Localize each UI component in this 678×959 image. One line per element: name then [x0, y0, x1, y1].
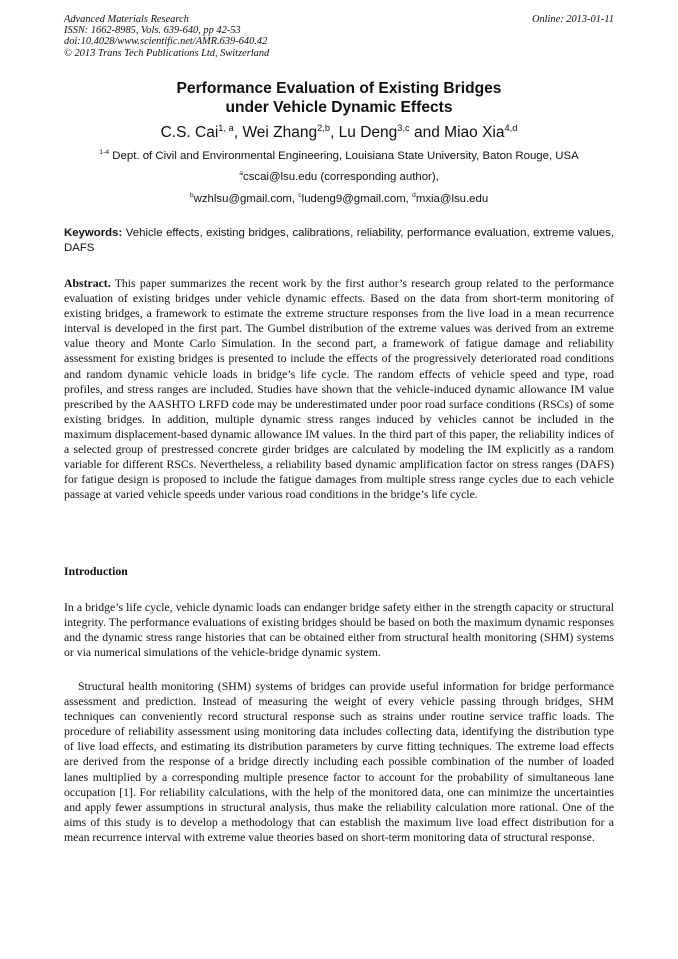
email-d[interactable]: mxia@lsu.edu — [415, 193, 489, 205]
author-affiliation-mark: 4,d — [504, 122, 518, 133]
email-corresponding[interactable]: cscai@lsu.edu (corresponding author), — [243, 171, 439, 183]
author-separator: , — [233, 124, 243, 141]
abstract-block — [64, 276, 614, 502]
section-heading-introduction: Introduction — [64, 565, 128, 578]
paper-title — [64, 80, 614, 117]
abstract-text: This paper summarizes the recent work by the first author’s research group related to the performance evaluation of existing bridges under vehicle dynamic effects. Based on the data from short-term monitoring of existing bridges, a framework to estimate the extreme structure responses from the live load in a mean recurrence interval is developed in the first part. The Gumbel distribution of the extreme values was derived from an extreme value theory and Monte Carlo Simulation. In the second part, a framework of fatigue damage and reliability assessment for existing bridges is presented to include the effects of the progressively deteriorated road conditions and random dynamic vehicle loads in bridge’s life cycle. The random effects of vehicle speed and type, road profiles, and stress ranges are included. Studies have shown that the vehicle-induced dynamic allowance IM value prescribed by the AASHTO LRFD code may be underestimated under poor road surface conditions (RSCs) of some existing bridges. In addition, multiple dynamic stress ranges induced by vehicles cannot be included in the maximum displacement-based dynamic allowance IM values. In the third part of this paper, the reliability indices of a selected group of prestressed concrete girder bridges are calculated by modeling the IM explicitly as a random variable for different RSCs. Nevertheless, a reliability based dynamic amplification factor on stress ranges (DAFS) for fatigue design is proposed to include the fatigue damages from multiple stress range cycles due to each vehicle passage at varied vehicle speeds under various road conditions in the bridge’s life cycle. — [64, 277, 614, 502]
author-name: Miao Xia — [444, 124, 505, 141]
author-affiliation-mark: 2,b — [317, 122, 331, 133]
email-mark: b — [189, 192, 194, 200]
keywords-text: Vehicle effects, existing bridges, calibrations, reliability, performance evaluation, extreme values, DAFS — [64, 227, 614, 254]
doi-line[interactable]: doi:10.4028/www.scientific.net/AMR.639-640.42 — [64, 36, 268, 48]
email-line-1 — [64, 171, 614, 183]
title-line-1: Performance Evaluation of Existing Bridges — [176, 80, 502, 97]
keywords-block — [64, 226, 614, 255]
affiliation — [64, 150, 614, 162]
email-mark: c — [298, 192, 302, 200]
online-date: Online: 2013-01-11 — [531, 14, 614, 25]
affiliation-mark: 1-4 — [99, 149, 110, 157]
author-separator: , — [330, 124, 339, 141]
keywords-label: Keywords: — [64, 227, 123, 239]
email-line-2 — [64, 193, 614, 205]
introduction-paragraph-2: Structural health monitoring (SHM) systems of bridges can provide useful information for bridge performance assessment and prediction. Instead of measuring the weight of every vehicle passing through bridges, SHM techniques can conveniently record structural response such as strains under routine service traffic loads. The procedure of reliability assessment using monitoring data includes collecting data, identifying the distribution type of live load effects, and estimating its distribution parameters by curve fitting techniques. The extreme load effects are derived from the response of a bridge directly including each possible combination of the number of loaded lanes multiplied by a corresponding multiple presence factor to account for the probability of simultaneous lane occupation [1]. For reliability calculations, with the help of the monitored data, one can minimize the uncertainties and apply fewer assumptions in structural analysis, thus make the reliability calculation more rational. One of the aims of this study is to develop a methodology that can establish the maximum live load effect distribution for a mean recurrence interval with extreme value theories based on short-term monitoring data of structural response. — [64, 680, 614, 844]
introduction-paragraph-1: In a bridge’s life cycle, vehicle dynamic loads can endanger bridge safety either in the strength capacity or structural integrity. The performance evaluations of existing bridges should be based on both the maximum dynamic responses and the dynamic stress range histories that can be obtained either from structural health monitoring (SHM) systems or via numerical simulations of the vehicle-bridge dynamic system. — [64, 601, 614, 660]
journal-name: Advanced Materials Research — [64, 14, 189, 25]
author-name: Wei Zhang — [242, 124, 318, 141]
author-affiliation-mark: 1, a — [218, 122, 234, 133]
author-list — [64, 124, 614, 142]
email-c[interactable]: ludeng9@gmail.com, — [301, 193, 413, 205]
author-separator: and — [409, 124, 445, 141]
abstract-label: Abstract. — [64, 277, 111, 290]
author-name: Lu Deng — [338, 124, 398, 141]
publication-meta — [64, 14, 269, 59]
email-b[interactable]: wzhlsu@gmail.com, — [193, 193, 299, 205]
author-name: C.S. Cai — [160, 124, 219, 141]
email-mark: a — [239, 170, 243, 178]
copyright-line: © 2013 Trans Tech Publications Ltd, Switzerland — [64, 47, 270, 59]
author-affiliation-mark: 3,c — [397, 122, 410, 133]
issn-line: ISSN: 1662-8985, Vols. 639-640, pp 42-53 — [64, 25, 241, 37]
email-mark: d — [412, 192, 416, 200]
affiliation-text: Dept. of Civil and Environmental Engineering, Louisiana State University, Baton Rouge, USA — [109, 150, 579, 162]
title-line-2: under Vehicle Dynamic Effects — [225, 98, 453, 116]
